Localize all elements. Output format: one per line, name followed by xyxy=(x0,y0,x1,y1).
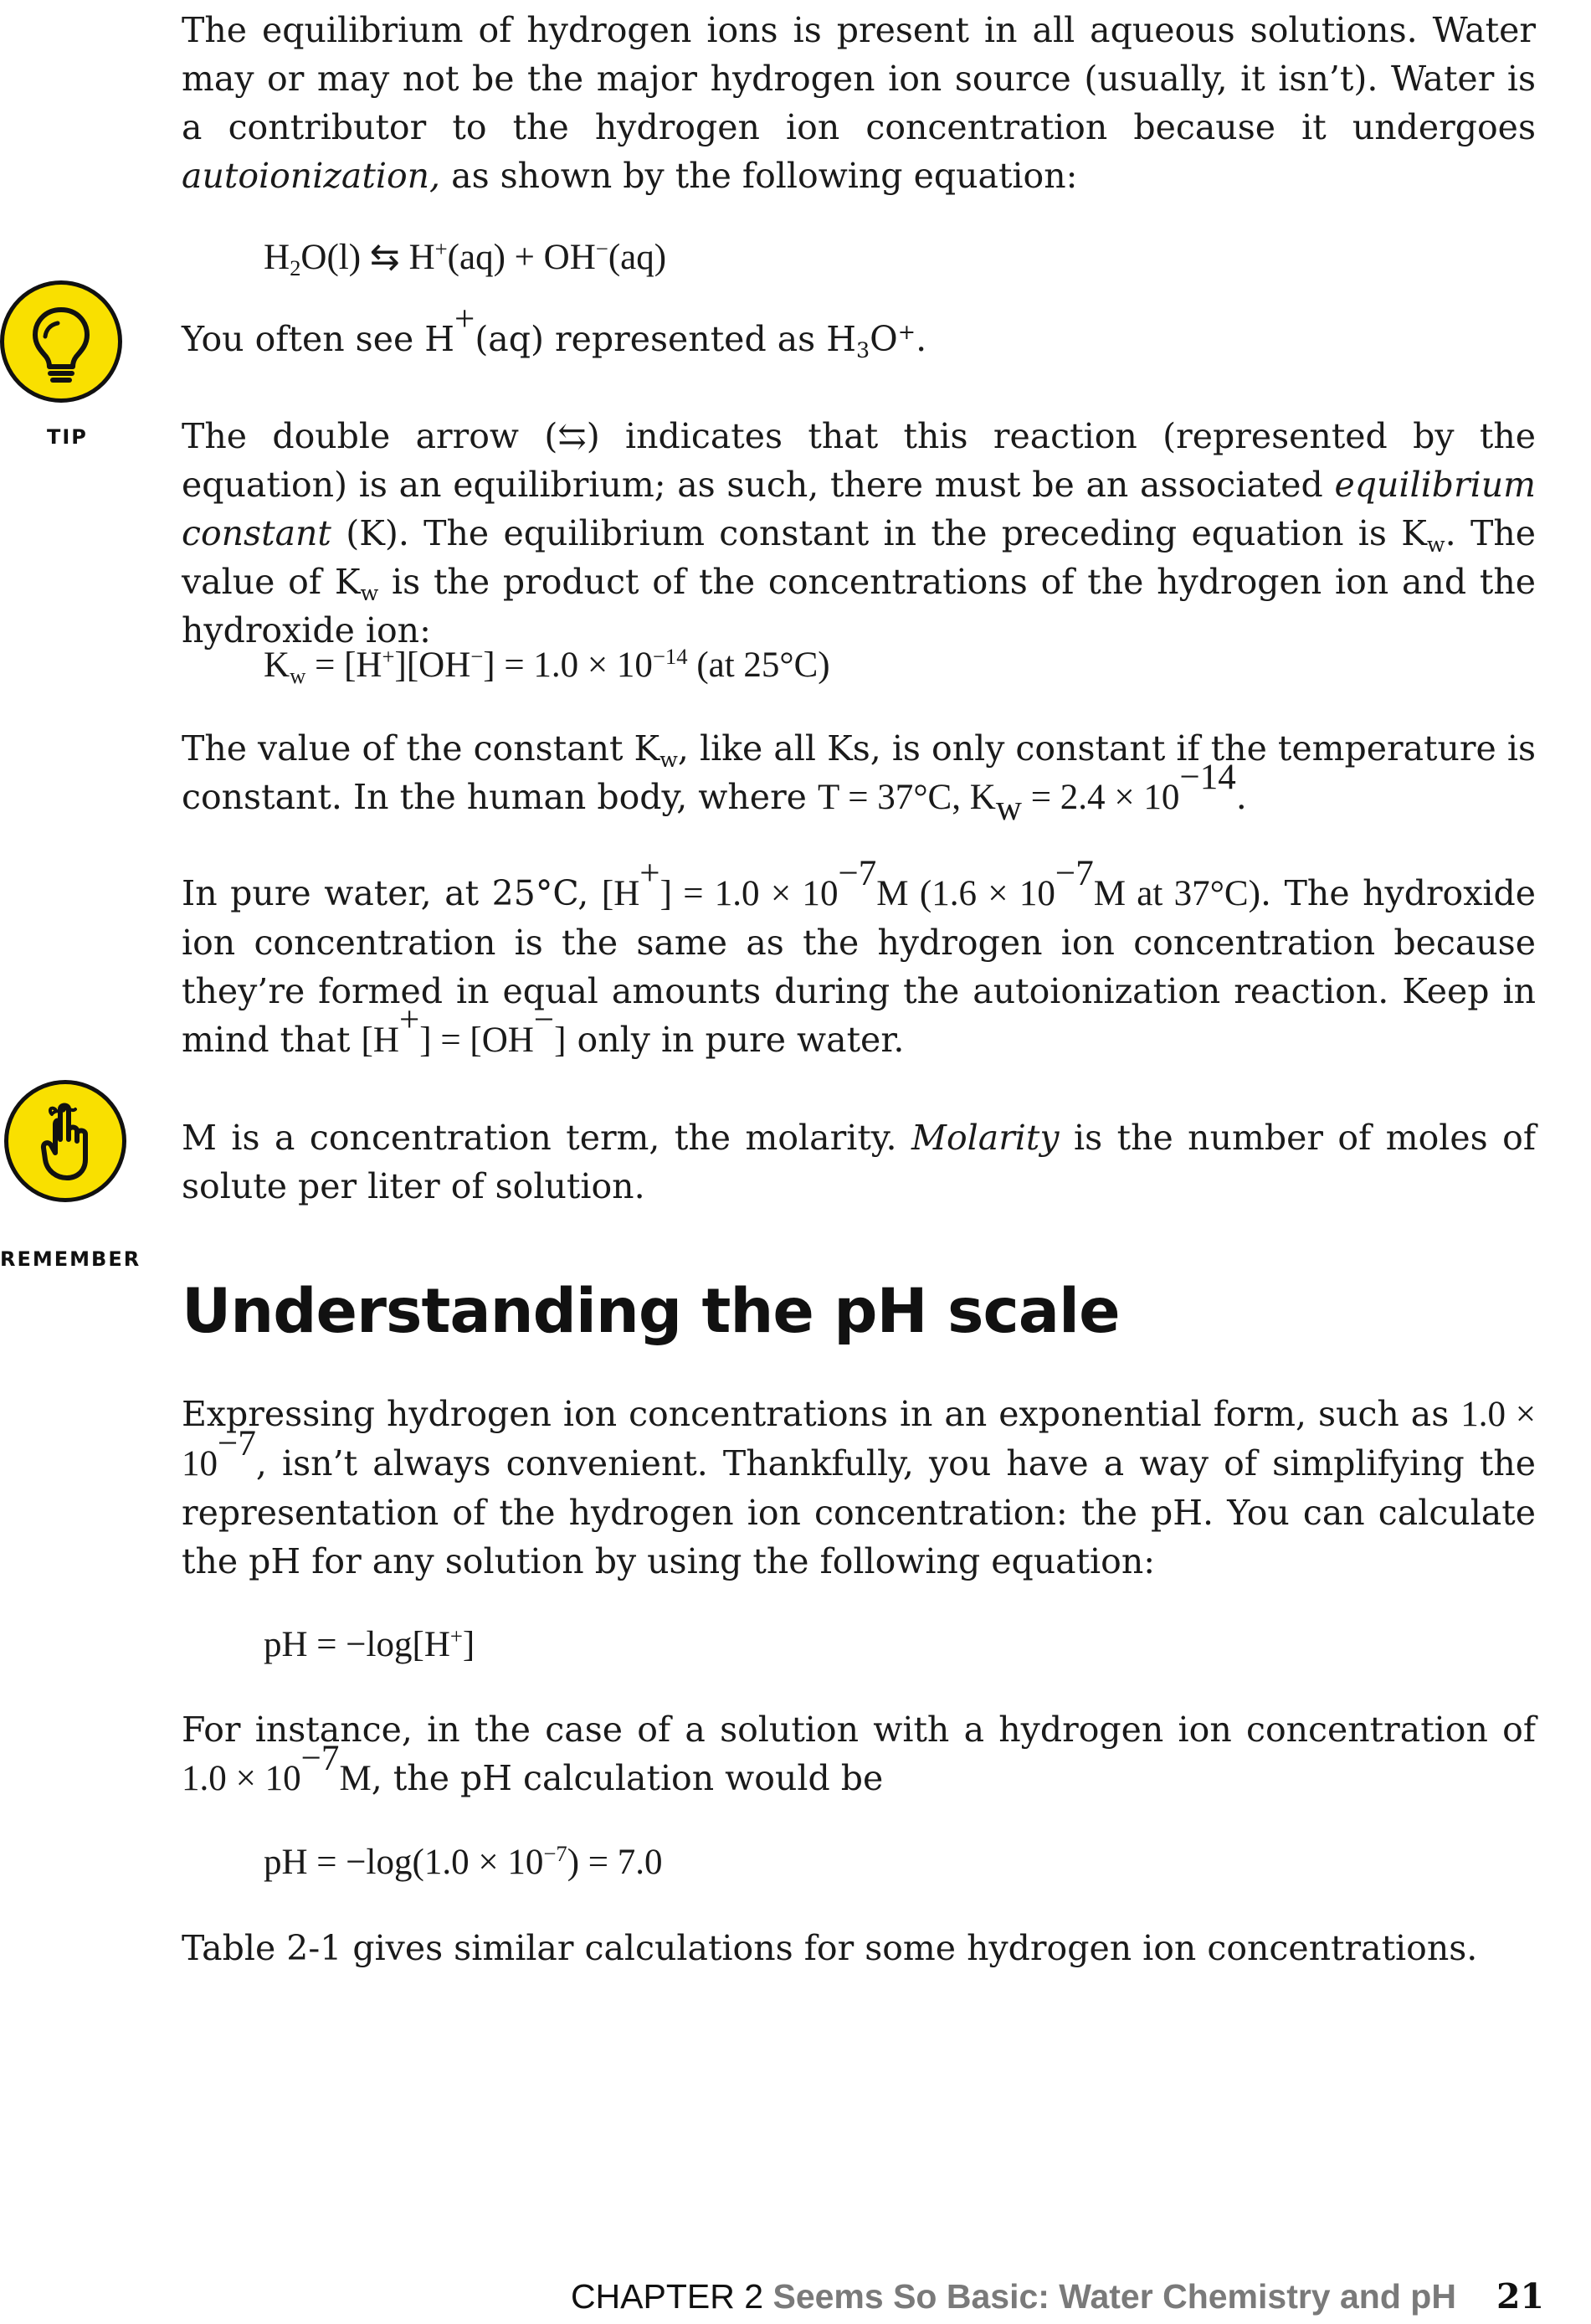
math: ] = 1.0 × 10 xyxy=(659,874,839,913)
math: M at 37°C) xyxy=(1093,874,1260,913)
text: For instance, in the case of a solution with a hydrogen ion concentration of xyxy=(182,1710,1536,1750)
text: . The hydroxide ion concentration is the same as the hydrogen ion concentration because they’re formed in equal amounts during the autoionization reaction. Keep in mind that xyxy=(182,873,1536,1060)
sub: w xyxy=(659,746,678,772)
sub: w xyxy=(360,579,379,605)
eq-text: K xyxy=(264,645,290,685)
math: = 2.4 × 10 xyxy=(1021,778,1180,817)
eq-text: (at 25°C) xyxy=(687,645,830,685)
sub: w xyxy=(1426,531,1445,557)
math: T = 37°C, K xyxy=(817,778,996,817)
text: The double arrow (⇆) indicates that this reaction (represented by the equation) is an equilibrium; as such, there must be an associated xyxy=(182,416,1536,505)
eq-sub: w xyxy=(290,662,306,688)
math: 1.0 × 10 xyxy=(182,1759,301,1798)
eq-text: ] xyxy=(462,1625,475,1664)
eq-text: ) = 7.0 xyxy=(567,1843,663,1882)
sup: + xyxy=(897,319,916,345)
remember-text xyxy=(182,1113,1536,1211)
text: is the number of moles of solute per liter of solution. xyxy=(182,1118,1536,1206)
text: Expressing hydrogen ion concentrations in an exponential form, such as xyxy=(182,1394,1461,1434)
chapter-title: Seems So Basic: Water Chemistry and pH xyxy=(772,2277,1456,2316)
text: is the product of the concentrations of the hydrogen ion and the hydroxide ion: xyxy=(182,562,1536,650)
math: ] xyxy=(554,1021,567,1060)
sub: w xyxy=(995,788,1022,828)
text: You often see H xyxy=(182,319,455,359)
eq-text: (aq) + OH xyxy=(447,238,596,277)
emphasis: Molarity xyxy=(911,1118,1060,1158)
sup: −7 xyxy=(1055,854,1094,894)
sup: − xyxy=(533,1000,555,1041)
tip-text xyxy=(182,300,1536,363)
chapter-number: CHAPTER 2 xyxy=(570,2277,764,2316)
math: M xyxy=(339,1759,372,1798)
page-number: 21 xyxy=(1496,2276,1544,2316)
remember-label: REMEMBER xyxy=(0,1247,141,1271)
eq-sub: 2 xyxy=(290,255,301,280)
eq-text: (aq) xyxy=(608,238,667,277)
eq-sup: + xyxy=(449,1623,463,1649)
math: 1.0 × 10 xyxy=(182,1395,1536,1483)
paragraph-pure-water xyxy=(182,854,1536,1065)
sup: −7 xyxy=(300,1739,340,1779)
eq-text: ][OH xyxy=(394,645,471,685)
text: . xyxy=(1235,777,1247,817)
eq-sup: −14 xyxy=(652,644,688,670)
text: . The value of K xyxy=(182,513,1536,602)
tip-label: TIP xyxy=(47,425,88,449)
paragraph-autoionization xyxy=(182,6,1536,200)
sup: + xyxy=(398,1000,420,1041)
text: . xyxy=(916,319,927,359)
text: In pure water, at 25°C, xyxy=(182,873,602,913)
eq-text: = [H xyxy=(305,645,382,685)
eq-text: pH = −log(1.0 × 10 xyxy=(264,1843,544,1882)
paragraph-ph-intro xyxy=(182,1390,1536,1586)
text: only in pure water. xyxy=(566,1020,905,1060)
remember-badge xyxy=(4,1080,126,1202)
math: [H xyxy=(361,1021,399,1060)
eq-sup: + xyxy=(434,236,448,262)
page-footer xyxy=(0,2275,1544,2317)
paragraph-ph-example xyxy=(182,1705,1536,1803)
emphasis: equilibrium constant xyxy=(182,465,1536,553)
sup: −7 xyxy=(218,1424,256,1464)
eq-sup: − xyxy=(470,644,484,670)
eq-sup: + xyxy=(382,644,395,670)
section-heading: Understanding the pH scale xyxy=(182,1276,1120,1347)
math: [H xyxy=(601,874,640,913)
emphasis: autoionization, xyxy=(182,156,441,196)
equation-autoionization xyxy=(264,234,666,282)
equation-ph-calculation xyxy=(264,1838,663,1887)
math: M (1.6 × 10 xyxy=(876,874,1055,913)
paragraph-temperature xyxy=(182,724,1536,828)
text: M is a concentration term, the molarity. xyxy=(182,1118,911,1158)
eq-text: H xyxy=(408,238,435,277)
text: , isn’t always convenient. Thankfully, you have a way of simplifying the representation of the hydrogen ion concentration: the pH. You can calculate the pH for any solution by using the following equation: xyxy=(182,1443,1536,1581)
text: The equilibrium of hydrogen ions is present in all aqueous solutions. Water may or may not be the major hydrogen ion source (usually, it isn’t). Water is a contributor to the hydrogen ion concentration because it undergoes xyxy=(182,10,1536,147)
paragraph-equilibrium-constant xyxy=(182,412,1536,655)
text: , the pH calculation would be xyxy=(371,1758,884,1798)
sup: −7 xyxy=(838,854,877,894)
text: The value of the constant K xyxy=(182,728,660,769)
lightbulb-icon xyxy=(4,285,118,398)
sub: 3 xyxy=(856,337,870,362)
text: (aq) represented as H xyxy=(475,319,856,359)
text: (K). The equilibrium constant in the preceding equation is K xyxy=(331,513,1427,553)
text: as shown by the following equation: xyxy=(440,156,1078,196)
paragraph-table-reference: Table 2-1 gives similar calculations for some hydrogen ion concentrations. xyxy=(182,1928,1478,1968)
text: , like all Ks, is only constant if the temperature is constant. In the human body, where xyxy=(182,728,1536,817)
equation-kw xyxy=(264,641,830,690)
equation-ph-definition xyxy=(264,1621,475,1669)
eq-text: ] = 1.0 × 10 xyxy=(483,645,653,685)
sup: + xyxy=(454,300,475,340)
text: O xyxy=(870,319,898,359)
eq-sup: − xyxy=(595,236,608,262)
eq-text: H xyxy=(264,238,290,277)
tip-badge xyxy=(0,280,122,403)
math: ] = [OH xyxy=(419,1021,534,1060)
sup: + xyxy=(639,854,660,894)
equilibrium-arrow: ⇆ xyxy=(369,238,400,277)
sup: −14 xyxy=(1179,758,1236,798)
eq-sup: −7 xyxy=(543,1841,567,1867)
eq-text: O(l) xyxy=(300,238,362,277)
finger-string-icon xyxy=(8,1084,122,1198)
eq-text: pH = −log[H xyxy=(264,1625,450,1664)
